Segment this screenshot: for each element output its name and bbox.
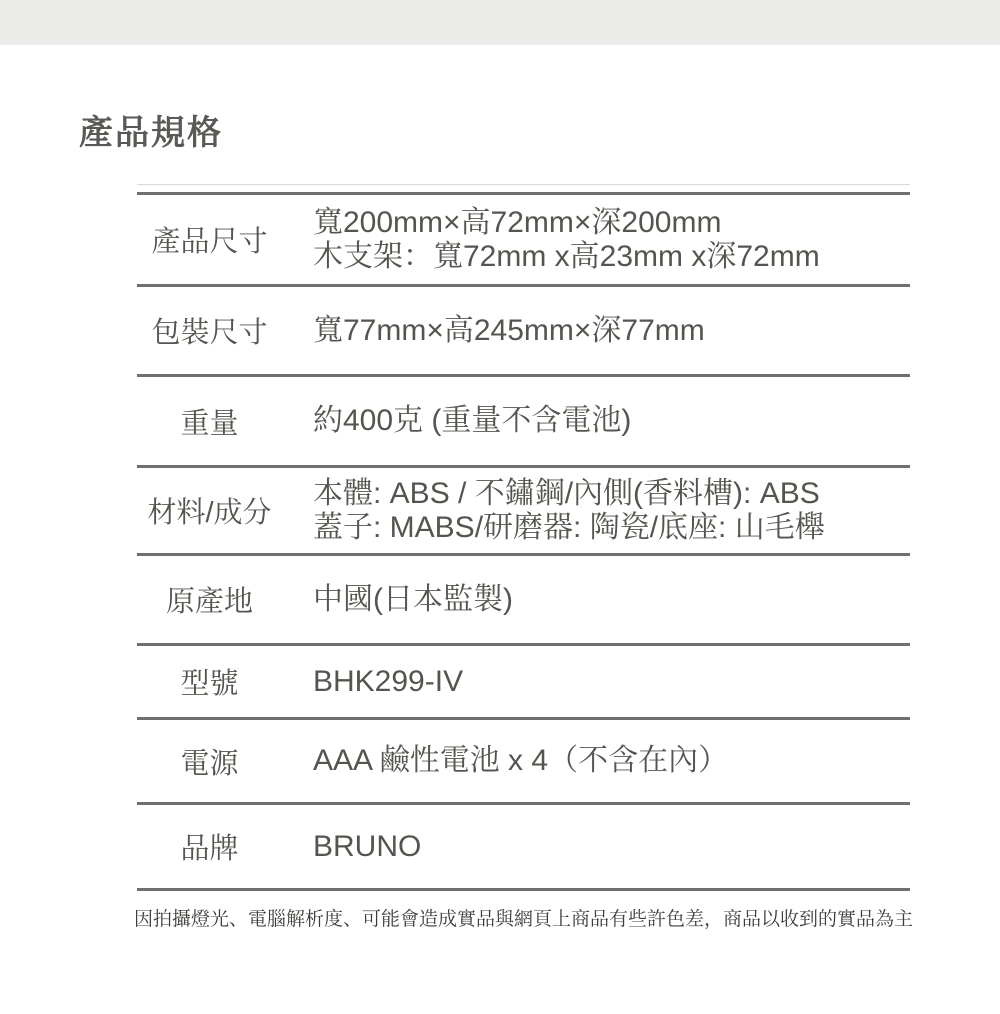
- spec-value-line: 本體: ABS / 不鏽鋼/內側(香料槽): ABS: [313, 476, 820, 510]
- spec-label: 原產地: [165, 586, 253, 618]
- spec-label: 重量: [180, 407, 239, 440]
- spec-label: 材料/成分: [147, 497, 272, 529]
- spec-value-line: BHK299-IV: [313, 664, 464, 698]
- table-top-light-rule: [137, 184, 910, 185]
- spec-value: [282, 830, 421, 864]
- spec-row-package-size: [137, 284, 910, 374]
- spec-label: 產品尺寸: [151, 226, 268, 258]
- spec-value-line: AAA 鹼性電池 x 4（不含在內）: [313, 744, 729, 777]
- spec-table: [134, 184, 914, 943]
- spec-value: [282, 314, 705, 348]
- spec-value-line: 寬200mm×高72mm×深200mm: [313, 205, 722, 239]
- spec-row-model: [137, 643, 910, 717]
- spec-row-weight: [137, 374, 910, 465]
- spec-label: 電源: [180, 747, 239, 780]
- spec-label: 型號: [180, 668, 239, 700]
- spec-value: [282, 404, 631, 438]
- top-gray-band: [0, 0, 1000, 45]
- spec-label: 包裝尺寸: [151, 317, 268, 349]
- disclaimer-note: 因拍攝燈光、電腦解析度、可能會造成實品與網頁上商品有些許色差，商品以收到的實品為主: [137, 888, 910, 943]
- spec-value: [282, 744, 728, 778]
- spec-value-line: 約400克 (重量不含電池): [313, 404, 632, 437]
- spec-row-origin: [137, 553, 910, 643]
- spec-value: [282, 477, 825, 545]
- spec-value-line: BRUNO: [313, 829, 422, 863]
- spec-row-materials: [137, 465, 910, 553]
- spec-value-line: 木支架：寬72mm x高23mm x深72mm: [313, 239, 820, 273]
- spec-value: [282, 665, 463, 699]
- spec-value-line: 寬77mm×高245mm×深77mm: [313, 313, 705, 347]
- spec-value-line: 中國(日本監製): [313, 582, 513, 616]
- spec-label: 品牌: [180, 833, 239, 865]
- spec-value: [282, 583, 513, 617]
- spec-value: [282, 206, 820, 274]
- spec-row-product-size: [137, 192, 910, 284]
- spec-value-line: 蓋子: MABS/研磨器: 陶瓷/底座: 山毛櫸: [313, 510, 825, 544]
- spec-row-power: [137, 717, 910, 802]
- spec-row-brand: [137, 802, 910, 888]
- page-title: 產品規格: [79, 114, 223, 152]
